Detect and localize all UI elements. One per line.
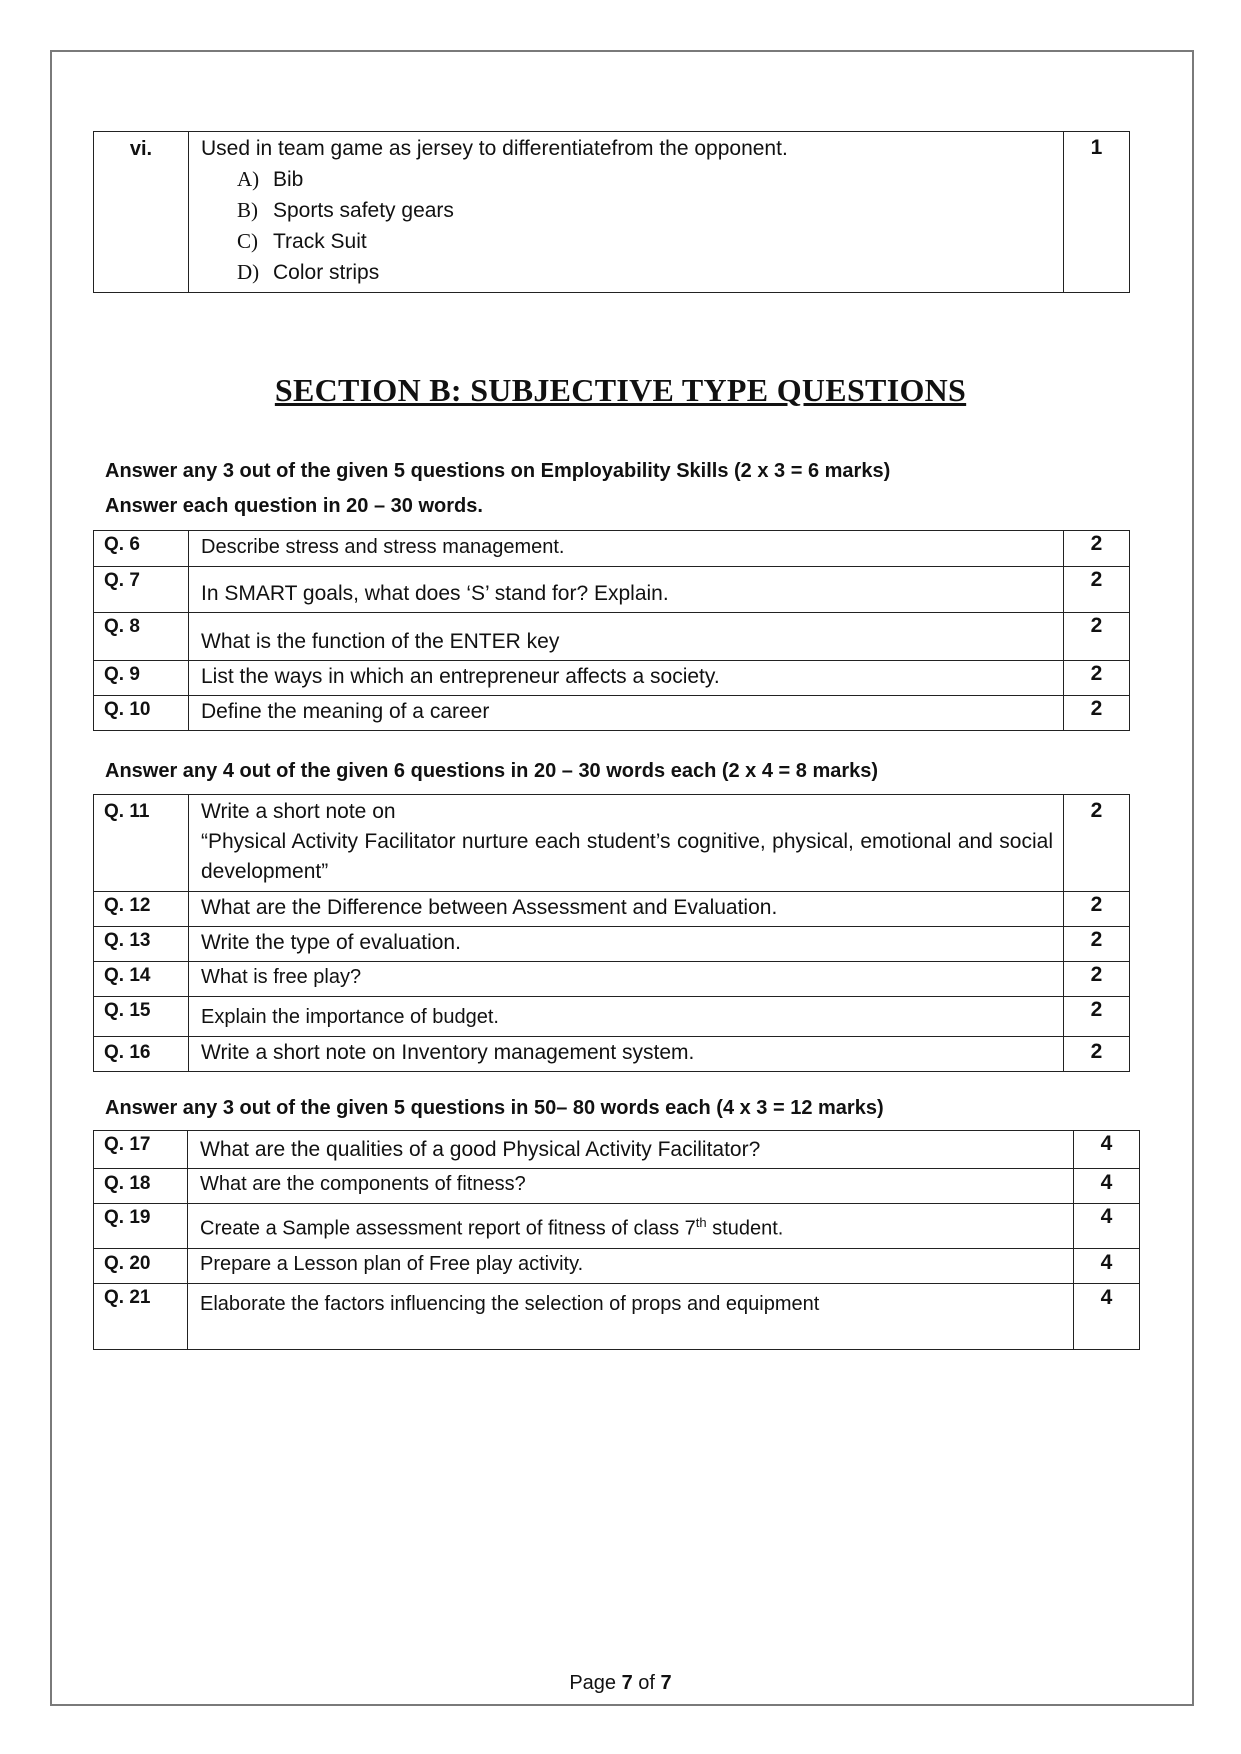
table-row [94, 927, 1130, 962]
footer-page-word: Page [569, 1672, 617, 1694]
question-number: Q. 12 [94, 892, 189, 927]
question-number: Q. 11 [94, 795, 189, 892]
question-text: Write the type of evaluation. [189, 927, 1064, 962]
question-marks: 2 [1064, 531, 1130, 567]
table-row [94, 567, 1130, 613]
group1-instruction-1: Answer any 3 out of the given 5 questions on Employability Skills (2 x 3 = 6 marks) [105, 460, 891, 482]
question-text: Prepare a Lesson plan of Free play activity. [188, 1248, 1074, 1283]
question-number: Q. 21 [94, 1283, 188, 1349]
question-marks: 4 [1074, 1131, 1140, 1169]
table-row [94, 1131, 1140, 1169]
question-11-line2: “Physical Activity Facilitator nurture each student’s cognitive, physical, emotional and social development” [201, 830, 1053, 883]
question-number: Q. 18 [94, 1169, 188, 1204]
group1-instruction-2: Answer each question in 20 – 30 words. [105, 495, 483, 517]
question-marks: 2 [1064, 661, 1130, 696]
question-text [189, 132, 1064, 293]
option-b: B) Sports safety gears [237, 198, 454, 222]
table-row [94, 1037, 1130, 1072]
question-marks: 2 [1064, 892, 1130, 927]
question-vi-table [93, 131, 1130, 293]
question-text: Describe stress and stress management. [189, 531, 1064, 567]
question-text: What are the qualities of a good Physical Activity Facilitator? [188, 1131, 1074, 1169]
question-number: Q. 13 [94, 927, 189, 962]
table-row [94, 795, 1130, 892]
question-marks: 4 [1074, 1169, 1140, 1204]
question-number: Q. 16 [94, 1037, 189, 1072]
table-row [94, 962, 1130, 997]
question-number: Q. 10 [94, 696, 189, 731]
table-row [94, 1248, 1140, 1283]
table-row [94, 997, 1130, 1037]
footer-total-pages: 7 [660, 1672, 672, 1694]
question-number: Q. 20 [94, 1248, 188, 1283]
question-marks: 2 [1064, 567, 1130, 613]
question-text: What is the function of the ENTER key [189, 613, 1064, 661]
question-11-line1: Write a short note on [201, 800, 396, 823]
table-row [94, 531, 1130, 567]
question-text: What is free play? [189, 962, 1064, 997]
question-marks: 2 [1064, 795, 1130, 892]
option-c: C) Track Suit [237, 229, 367, 253]
group2-instruction: Answer any 4 out of the given 6 questions in 20 – 30 words each (2 x 4 = 8 marks) [105, 760, 879, 782]
question-text: In SMART goals, what does ‘S’ stand for? Explain. [189, 567, 1064, 613]
question-marks: 4 [1074, 1283, 1140, 1349]
question-text: List the ways in which an entrepreneur affects a society. [189, 661, 1064, 696]
question-number: Q. 19 [94, 1204, 188, 1249]
question-marks: 2 [1064, 613, 1130, 661]
section-b-title: SECTION B: SUBJECTIVE TYPE QUESTIONS [274, 372, 967, 408]
question-text: What are the Difference between Assessment and Evaluation. [189, 892, 1064, 927]
footer-of-word: of [638, 1672, 655, 1694]
question-marks: 2 [1064, 1037, 1130, 1072]
table-row [94, 1204, 1140, 1249]
table-row [94, 1283, 1140, 1349]
group1-table [93, 530, 1130, 731]
question-number: vi. [94, 132, 189, 293]
table-row [94, 613, 1130, 661]
question-vi-text: Used in team game as jersey to differentiatefrom the opponent. [201, 137, 788, 160]
page-footer [0, 1672, 1241, 1695]
question-number: Q. 17 [94, 1131, 188, 1169]
question-marks: 2 [1064, 696, 1130, 731]
question-text: Elaborate the factors influencing the selection of props and equipment [188, 1283, 1074, 1349]
table-row [94, 1169, 1140, 1204]
table-row [94, 661, 1130, 696]
question-marks: 2 [1064, 962, 1130, 997]
question-number: Q. 9 [94, 661, 189, 696]
option-a: A) Bib [237, 167, 304, 191]
question-marks: 2 [1064, 927, 1130, 962]
group3-instruction: Answer any 3 out of the given 5 questions in 50– 80 words each (4 x 3 = 12 marks) [105, 1097, 884, 1119]
group3-table [93, 1130, 1140, 1350]
question-number: Q. 15 [94, 997, 189, 1037]
question-text [189, 795, 1064, 892]
option-d: D) Color strips [237, 260, 380, 284]
question-text: Explain the importance of budget. [189, 997, 1064, 1037]
question-text: What are the components of fitness? [188, 1169, 1074, 1204]
question-text: Create a Sample assessment report of fitness of class 7th student. [188, 1204, 1074, 1249]
question-text: Write a short note on Inventory management system. [189, 1037, 1064, 1072]
question-marks: 4 [1074, 1248, 1140, 1283]
question-text: Define the meaning of a career [189, 696, 1064, 731]
footer-current-page: 7 [621, 1672, 633, 1694]
table-row [94, 892, 1130, 927]
question-number: Q. 14 [94, 962, 189, 997]
question-marks: 2 [1064, 997, 1130, 1037]
question-number: Q. 6 [94, 531, 189, 567]
question-number: Q. 7 [94, 567, 189, 613]
question-marks: 4 [1074, 1204, 1140, 1249]
question-marks: 1 [1064, 132, 1130, 293]
question-number: Q. 8 [94, 613, 189, 661]
group2-table [93, 794, 1130, 1072]
table-row [94, 696, 1130, 731]
